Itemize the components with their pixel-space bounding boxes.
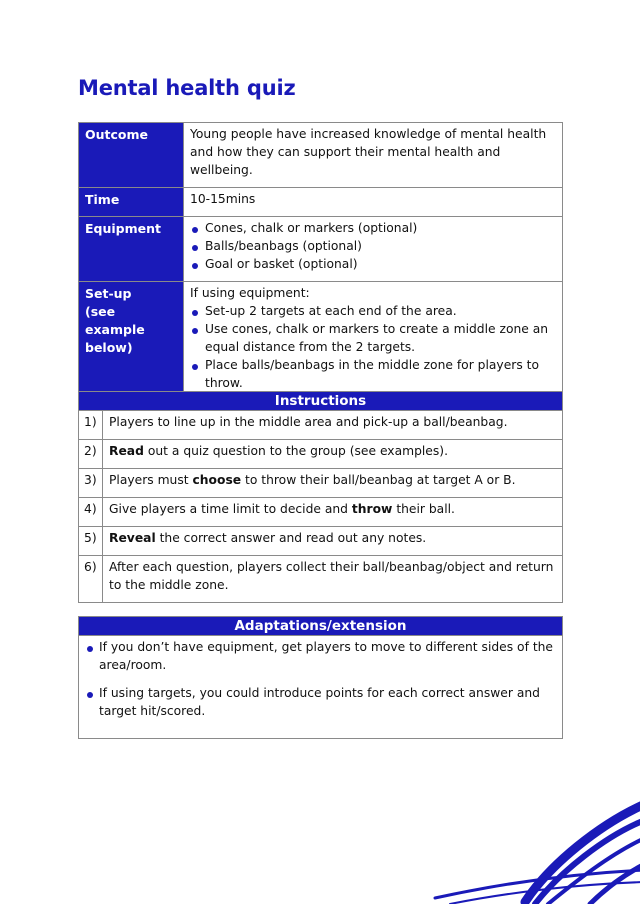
instruction-fragment: Players to line up in the middle area and pick-up a ball/beanbag.	[109, 415, 508, 429]
setup-item: Set-up 2 targets at each end of the area.	[190, 302, 556, 320]
instruction-number: 5)	[79, 527, 103, 556]
decorative-swoosh	[430, 794, 640, 904]
instruction-keyword: Read	[109, 444, 144, 458]
instruction-fragment: After each question, players collect their ball/beanbag/object and return to the middle zone.	[109, 560, 554, 592]
equipment-item: Goal or basket (optional)	[190, 255, 556, 273]
instruction-text	[103, 469, 563, 498]
overview-table	[78, 122, 563, 407]
instruction-text	[103, 498, 563, 527]
instruction-row	[79, 440, 563, 469]
time-text: 10-15mins	[184, 188, 563, 217]
instruction-text	[103, 556, 563, 603]
adaptations-list	[87, 638, 554, 720]
instructions-table	[78, 391, 563, 603]
instruction-number: 1)	[79, 411, 103, 440]
equipment-label: Equipment	[79, 217, 184, 282]
equipment-item: Cones, chalk or markers (optional)	[190, 219, 556, 237]
setup-list	[190, 302, 556, 392]
instruction-row	[79, 411, 563, 440]
instruction-keyword: Reveal	[109, 531, 156, 545]
adaptation-item: If using targets, you could introduce points for each correct answer and target hit/scored.	[87, 684, 554, 720]
adaptations-header: Adaptations/extension	[79, 617, 563, 636]
page-title: Mental health quiz	[78, 76, 296, 100]
instruction-fragment: Give players a time limit to decide and	[109, 502, 352, 516]
instruction-text	[103, 411, 563, 440]
setup-item: Place balls/beanbags in the middle zone for players to throw.	[190, 356, 556, 392]
outcome-label: Outcome	[79, 123, 184, 188]
time-label: Time	[79, 188, 184, 217]
instruction-keyword: throw	[351, 502, 393, 516]
equipment-item: Balls/beanbags (optional)	[190, 237, 556, 255]
instruction-fragment: Players must	[109, 473, 193, 487]
outcome-text: Young people have increased knowledge of mental health and how they can support their mental health and wellbeing.	[184, 123, 563, 188]
instructions-header: Instructions	[79, 392, 563, 411]
adaptation-item: If you don’t have equipment, get players to move to different sides of the area/room.	[87, 638, 554, 674]
equipment-list-cell	[184, 217, 563, 282]
instructions-steps	[79, 411, 563, 603]
instruction-number: 6)	[79, 556, 103, 603]
instruction-text	[103, 527, 563, 556]
setup-row	[79, 282, 563, 407]
adaptations-table	[78, 616, 563, 739]
instruction-fragment: the correct answer and read out any notes.	[155, 531, 427, 545]
instruction-number: 3)	[79, 469, 103, 498]
instruction-number: 4)	[79, 498, 103, 527]
setup-intro: If using equipment:	[190, 286, 310, 300]
instruction-row	[79, 469, 563, 498]
equipment-row	[79, 217, 563, 282]
equipment-list	[190, 219, 556, 273]
instruction-fragment: their ball.	[392, 502, 455, 516]
instruction-number: 2)	[79, 440, 103, 469]
adaptations-cell	[79, 636, 563, 739]
setup-label-text: Set-up (see example below)	[85, 286, 145, 355]
outcome-row	[79, 123, 563, 188]
instruction-row	[79, 498, 563, 527]
setup-label	[79, 282, 184, 407]
setup-cell	[184, 282, 563, 407]
instruction-text	[103, 440, 563, 469]
time-row	[79, 188, 563, 217]
instruction-row	[79, 556, 563, 603]
setup-item: Use cones, chalk or markers to create a middle zone an equal distance from the 2 targets.	[190, 320, 556, 356]
instruction-fragment: to throw their ball/beanbag at target A or B.	[241, 473, 516, 487]
instruction-row	[79, 527, 563, 556]
instruction-fragment: out a quiz question to the group (see examples).	[143, 444, 448, 458]
instruction-keyword: choose	[192, 473, 242, 487]
